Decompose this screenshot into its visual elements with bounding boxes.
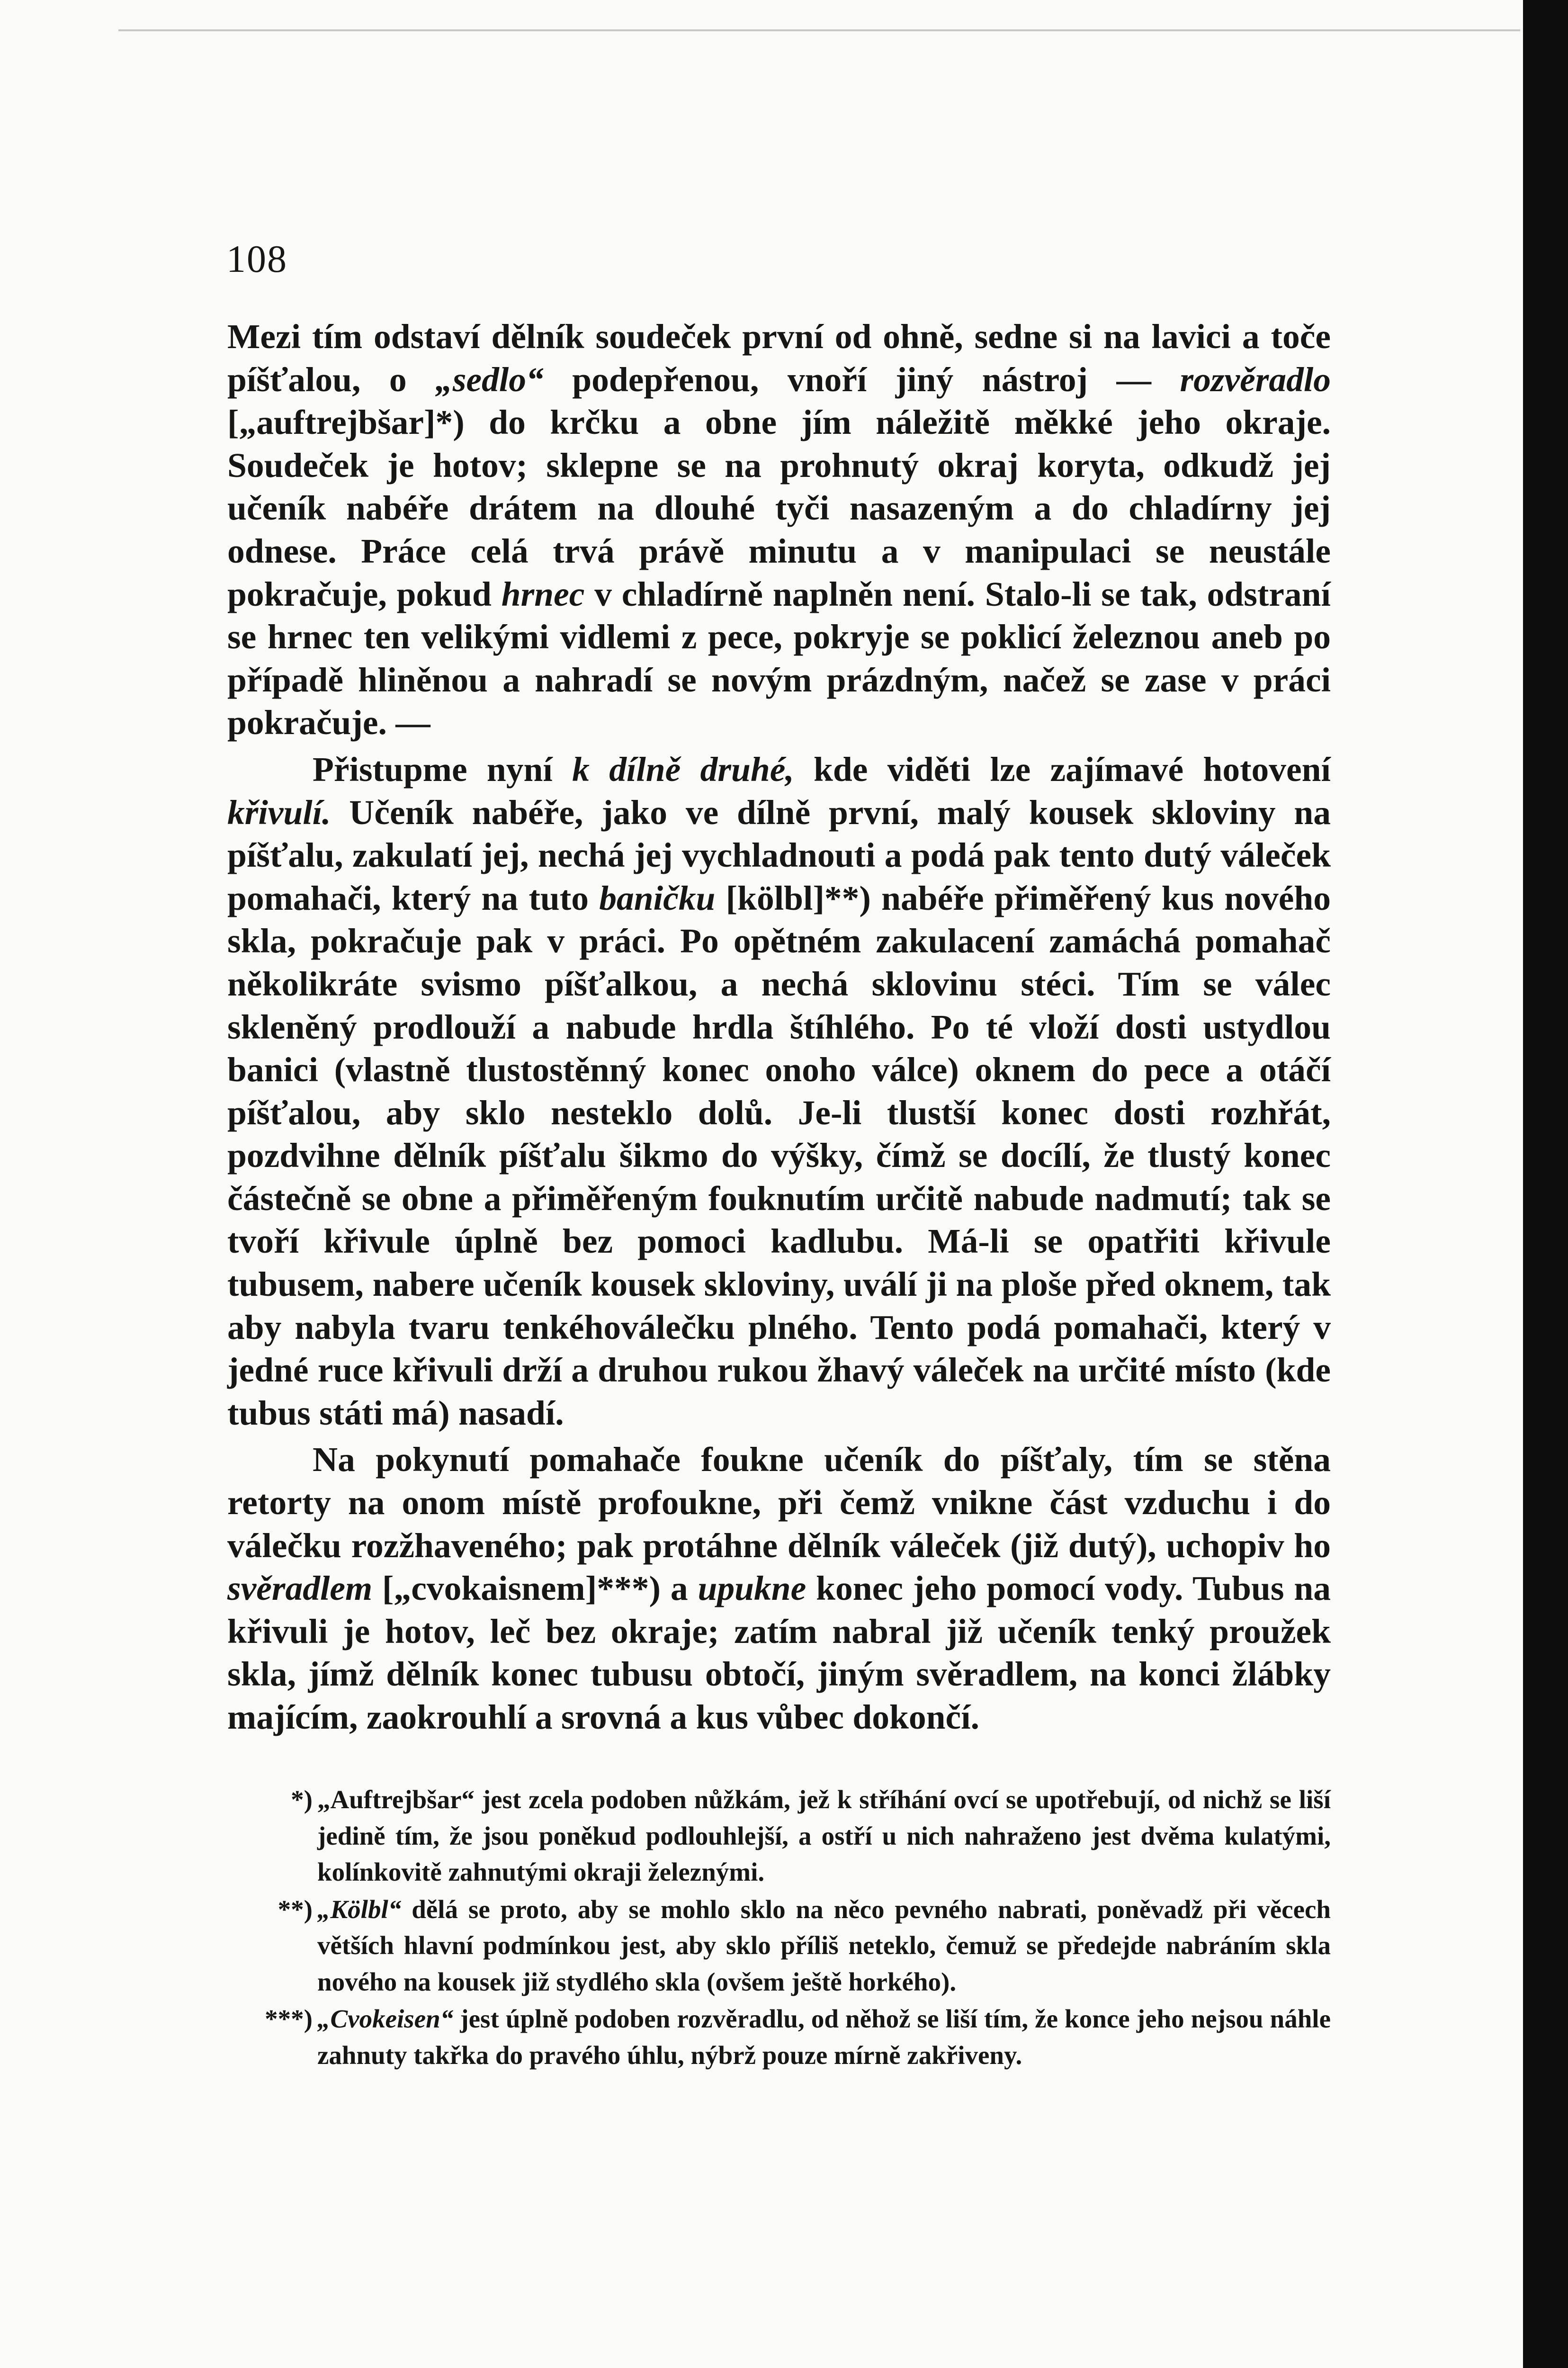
footnote-mark: *) <box>291 1785 313 1814</box>
scan-border <box>1523 0 1568 2368</box>
text-run: [„cvokaisnem]***) a <box>372 1569 698 1608</box>
italic-term: k dílně druhé, <box>572 750 794 789</box>
footnote-2 <box>256 1892 1331 2000</box>
text-run: Učeník nabéře, jako ve dílně první, malý kousek skloviny na píšťalu, zakulatí jej, nechá jej vychladnouti a podá pak tento dutý váleček pomahači, který na tuto <box>227 793 1331 917</box>
footnote-text: dělá se proto, aby se mohlo sklo na něco pevného nabrati, poněvadž při věcech větších hlavní podmínkou jest, aby sklo příliš neteklo, čemuž se předejde nabráním skla nového na kousek již stydlého skla (ovšem ještě horkého). <box>317 1894 1331 1996</box>
footnote-mark: **) <box>278 1894 313 1924</box>
italic-term: „Kölbl“ <box>317 1894 402 1924</box>
italic-term: rozvěradlo <box>1180 360 1331 399</box>
text-run: Mezi tím odstaví dělník soudeček první od ohně, sedne si na lavici a toče píšťalou, o <box>227 317 1331 399</box>
paragraph-1 <box>227 315 1331 744</box>
text-run: konec jeho pomocí vody. Tubus na křivuli je hotov, leč bez okraje; zatím nabral již učeník tenký proužek skla, jímž dělník konec tubusu obtočí, jiným svěradlem, na konci žlábky majícím, zaokrouhlí a srovná a kus vůbec dokončí. <box>227 1569 1331 1736</box>
page-number: 108 <box>226 237 287 280</box>
footnote-text: „Auftrejbšar“ jest zcela podoben nůžkám, jež k stříhání ovcí se upotřebují, od nichž se liší jedině tím, že jsou poněkud podlouhlejší, a ostří u nich nahraženo jest dvěma kulatými, kolínkovitě zahnutými okraji železnými. <box>317 1785 1331 1886</box>
italic-term: „sedlo“ <box>435 360 544 399</box>
footnote-3 <box>256 2001 1331 2073</box>
main-text <box>227 315 1331 1739</box>
text-run: [kölbl]**) nabéře přiměřený kus nového skla, pokračuje pak v práci. Po opětném zakulacení zamáchá pomahač několikráte svismo píšťalkou, a nechá sklovinu stéci. Tím se válec skleněný prodlouží a nabude hrdla štíhlého. Po té vloží dosti ustydlou banici (vlastně tlustostěnný konec onoho válce) oknem do pece a otáčí píšťalou, aby sklo nesteklo dolů. Je-li tlustší konec dosti rozhřát, pozdvihne dělník píšťalu šikmo do výšky, čímž se docílí, že tlustý konec částečně se obne a přiměřeným fouknutím určitě nabude nadmutí; tak se tvoří křivule úplně bez pomoci kadlubu. Má-li se opatřiti křivule tubusem, nabere učeník kousek skloviny, uválí ji na ploše před oknem, tak aby nabyla tvaru tenkéhoválečku plného. Tento podá pomahači, který v jedné ruce křivuli drží a druhou rukou žhavý váleček na určité místo (kde tubus státi má) nasadí. <box>227 879 1331 1432</box>
text-run: v chladírně naplněn není. Stalo-li se tak, odstraní se hrnec ten velikými vidlemi z pece, pokryje se poklicí železnou aneb po případě hliněnou a nahradí se novým prázdným, načež se zase v práci pokračuje. — <box>227 574 1331 742</box>
text-run: [„auftrejbšar]*) do krčku a obne jím náležitě měkké jeho okraje. Soudeček je hotov; sklepne se na prohnutý okraj koryta, odkudž jej učeník nabéře drátem na dlouhé tyči nasazeným a do chladírny jej odnese. Práce celá trvá právě minutu a v manipulaci se neustále pokračuje, pokud <box>227 403 1331 613</box>
italic-term: „Cvokeisen“ <box>317 2004 454 2033</box>
scan-edge-line <box>118 29 1520 31</box>
italic-term: křivulí. <box>227 793 331 832</box>
text-run: kde viděti lze zajímavé hotovení <box>794 750 1331 789</box>
italic-term: baničku <box>599 879 716 917</box>
footnote-mark: ***) <box>265 2004 313 2033</box>
italic-term: hrnec <box>501 574 585 613</box>
paragraph-3 <box>227 1438 1331 1739</box>
text-run: podepřenou, vnoří jiný nástroj — <box>543 360 1180 399</box>
text-run: Přistupme nyní <box>313 750 573 789</box>
paragraph-2 <box>227 748 1331 1435</box>
footnote-text: jest úplně podoben rozvěradlu, od něhož se liší tím, že konce jeho nejsou náhle zahnuty takřka do pravého úhlu, nýbrž pouze mírně zakřiveny. <box>317 2004 1331 2070</box>
text-run: Na pokynutí pomahače foukne učeník do píšťaly, tím se stěna retorty na onom místě profoukne, při čemž vnikne část vzduchu i do válečku rozžhaveného; pak protáhne dělník váleček (již dutý), uchopiv ho <box>227 1440 1331 1565</box>
footnotes <box>256 1782 1331 2074</box>
footnote-1 <box>256 1782 1331 1891</box>
italic-term: upukne <box>698 1569 806 1608</box>
italic-term: svěradlem <box>227 1569 373 1608</box>
